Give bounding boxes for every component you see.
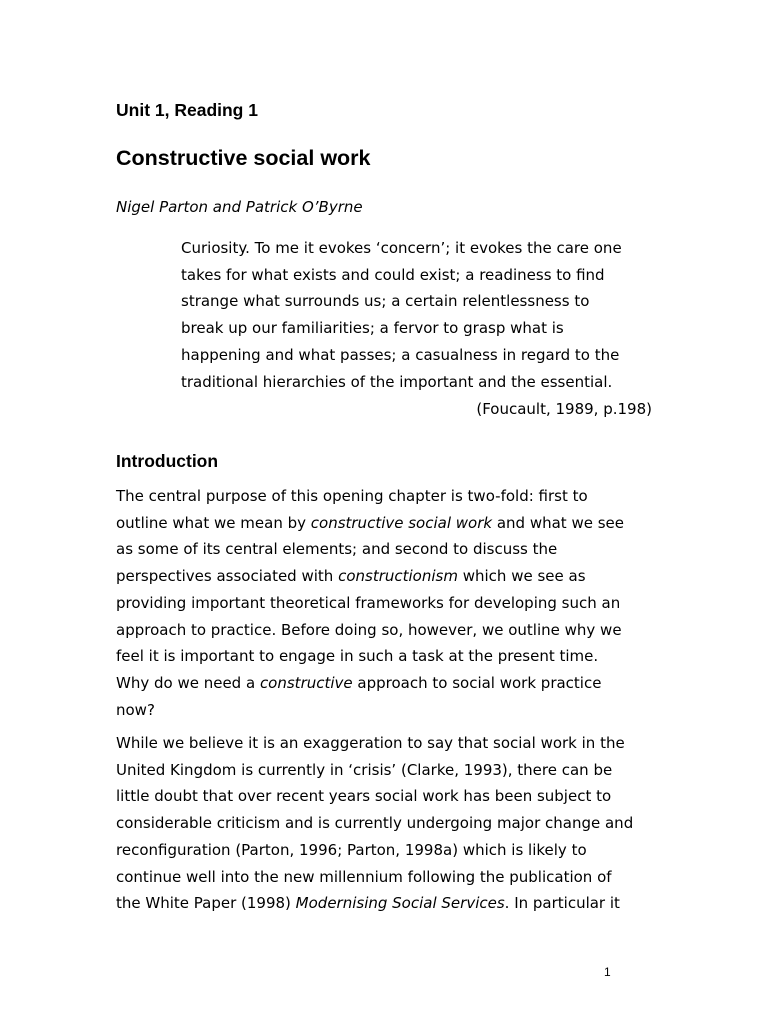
quote-line: takes for what exists and could exist; a readiness to find xyxy=(181,265,605,284)
section-heading-introduction: Introduction xyxy=(116,451,219,471)
paragraph-line: feel it is important to engage in such a task at the present time. xyxy=(116,647,599,666)
text-run: approach to social work practice xyxy=(352,673,602,692)
quote-citation: (Foucault, 1989, p.198) xyxy=(476,400,652,418)
document-title: Constructive social work xyxy=(116,146,371,170)
emphasis-term: constructive social work xyxy=(310,513,493,532)
paragraph-line: as some of its central elements; and second to discuss the xyxy=(116,540,558,559)
unit-heading: Unit 1, Reading 1 xyxy=(116,100,258,120)
page-number: 1 xyxy=(604,965,611,979)
intro-paragraph-1 xyxy=(116,483,656,723)
paragraph-line xyxy=(116,510,656,537)
authors: Nigel Parton and Patrick O’Byrne xyxy=(116,198,363,216)
paragraph-line: reconfiguration (Parton, 1996; Parton, 1998a) which is likely to xyxy=(116,840,587,859)
paragraph-line: The central purpose of this opening chapter is two-fold: first to xyxy=(116,487,588,505)
quote-line: traditional hierarchies of the important and the essential. xyxy=(181,372,613,391)
emphasis-term: constructive xyxy=(259,673,353,692)
paragraph-line: now? xyxy=(116,700,155,719)
text-run: which we see as xyxy=(457,567,586,586)
quote-line: strange what surrounds us; a certain relentlessness to xyxy=(181,292,590,311)
quote-line: happening and what passes; a casualness in regard to the xyxy=(181,345,620,364)
quote-line: break up our familiarities; a fervor to grasp what is xyxy=(181,319,564,338)
emphasis-title: Modernising Social Services xyxy=(295,894,505,913)
paragraph-line xyxy=(116,670,656,697)
intro-paragraph-2 xyxy=(116,730,656,917)
text-run: outline what we mean by xyxy=(116,513,311,532)
paragraph-line xyxy=(116,890,656,917)
paragraph-line: While we believe it is an exaggeration to say that social work in the xyxy=(116,734,625,752)
paragraph-line xyxy=(116,563,656,590)
epigraph-quote xyxy=(181,235,656,395)
text-run: perspectives associated with xyxy=(116,567,339,586)
text-run: the White Paper (1998) xyxy=(116,894,296,913)
text-run: Why do we need a xyxy=(116,673,260,692)
quote-line: Curiosity. To me it evokes ‘concern’; it evokes the care one xyxy=(181,239,622,257)
text-run: and what we see xyxy=(492,513,624,532)
emphasis-term: constructionism xyxy=(338,567,458,586)
paragraph-line: continue well into the new millennium following the publication of xyxy=(116,867,612,886)
paragraph-line: United Kingdom is currently in ‘crisis’ (Clarke, 1993), there can be xyxy=(116,760,613,779)
paragraph-line: providing important theoretical frameworks for developing such an xyxy=(116,593,621,612)
paragraph-line: little doubt that over recent years social work has been subject to xyxy=(116,787,612,806)
paragraph-line: considerable criticism and is currently undergoing major change and xyxy=(116,814,634,833)
text-run: . In particular it xyxy=(504,894,620,913)
paragraph-line: approach to practice. Before doing so, however, we outline why we xyxy=(116,620,622,639)
